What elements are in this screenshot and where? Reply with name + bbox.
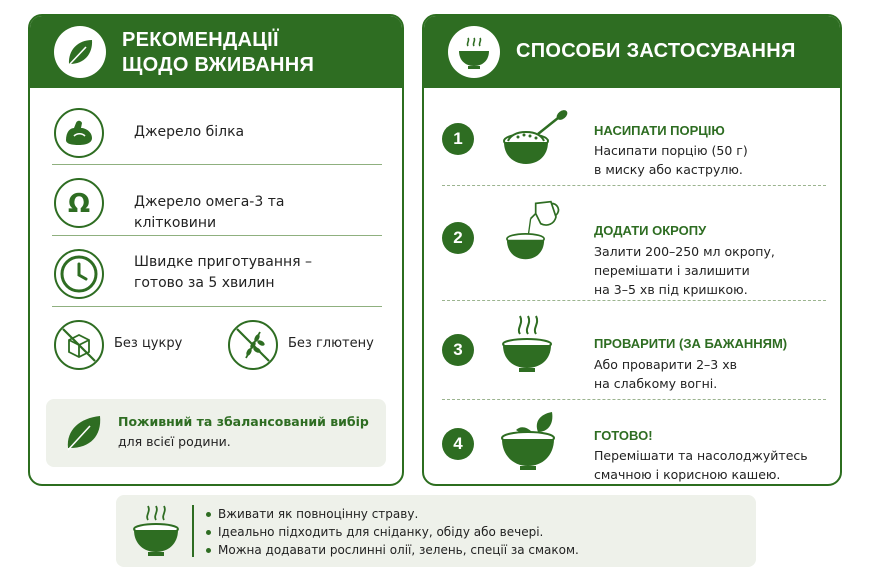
steaming-bowl-icon (128, 502, 184, 560)
free-from-sugar-label: Без цукру (114, 336, 183, 351)
usage-methods-card (422, 14, 842, 486)
methods-header-badge (448, 26, 500, 78)
dashed-separator (442, 185, 826, 186)
step-4-title: ГОТОВО! (594, 428, 653, 443)
tip-item: Вживати як повноцінну страву. (206, 505, 579, 523)
usage-title: РЕКОМЕНДАЦІЇ ЩОДО ВЖИВАННЯ (122, 29, 315, 76)
step-2-title: ДОДАТИ ОКРОПУ (594, 223, 707, 238)
step-4-line: Перемішати та насолоджуйтесь (594, 448, 808, 463)
muscle-icon (52, 106, 106, 160)
methods-title: СПОСОБИ ЗАСТОСУВАННЯ (516, 40, 796, 62)
clock-icon (52, 247, 106, 301)
svg-text:Ω: Ω (67, 189, 91, 219)
benefit-omega (30, 176, 382, 230)
steaming-bowl-icon (448, 26, 500, 78)
step-3-line: на слабкому вогні. (594, 376, 718, 391)
omega-icon (52, 176, 106, 230)
step-4 (424, 408, 840, 484)
dashed-separator (442, 300, 826, 301)
bowl-with-leaves-icon (494, 408, 574, 474)
step-1-line: в миску або каструлю. (594, 162, 743, 177)
benefit-fast-cooking (30, 247, 382, 301)
bowl-with-spoon-icon (494, 104, 574, 170)
steaming-bowl-icon (494, 312, 574, 378)
promo-panel (46, 399, 386, 467)
step-2 (424, 198, 840, 298)
free-from-sugar (52, 318, 212, 372)
step-2-line: Залити 200–250 мл окропу, (594, 244, 775, 259)
step-1-title: НАСИПАТИ ПОРЦІЮ (594, 123, 725, 138)
tip-item: Можна додавати рослинні олії, зелень, спеції за смаком. (206, 541, 579, 559)
usage-header (30, 16, 402, 88)
step-3-number: 3 (442, 334, 474, 366)
step-2-line: перемішати і залишити (594, 263, 750, 278)
usage-header-badge (54, 26, 106, 78)
step-2-line: на 3–5 хв під кришкою. (594, 282, 748, 297)
step-3 (424, 308, 840, 394)
benefit-protein (30, 106, 382, 160)
benefit-protein-text: Джерело білка (134, 124, 245, 140)
benefit-fast-line2: готово за 5 хвилин (134, 275, 275, 291)
separator (52, 164, 382, 165)
free-from-gluten-label: Без глютену (288, 336, 374, 351)
step-1-line: Насипати порцію (50 г) (594, 143, 748, 158)
tip-item: Ідеально підходить для сніданку, обіду або вечері. (206, 523, 579, 541)
no-sugar-icon (52, 318, 106, 372)
step-4-line: смачною і корисною кашею. (594, 467, 781, 482)
pouring-kettle-icon (494, 200, 574, 266)
step-1 (424, 104, 840, 188)
step-3-title: ПРОВАРИТИ (ЗА БАЖАННЯМ) (594, 336, 788, 351)
promo-subline: для всієї родини. (118, 434, 231, 449)
benefit-omega-text: Джерело омега-3 та клітковини (134, 194, 285, 231)
step-3-line: Або проварити 2–3 хв (594, 357, 737, 372)
tips-divider (192, 505, 194, 557)
leaf-icon (60, 410, 106, 456)
free-from-gluten (226, 318, 396, 372)
promo-headline: Поживний та збалансований вибір (118, 414, 369, 429)
benefit-fast-line1: Швидке приготування – (134, 254, 313, 270)
step-4-number: 4 (442, 428, 474, 460)
separator (52, 306, 382, 307)
step-1-number: 1 (442, 123, 474, 155)
separator (52, 235, 382, 236)
step-2-number: 2 (442, 222, 474, 254)
methods-header (424, 16, 840, 88)
tips-panel (116, 495, 756, 567)
tips-list (206, 505, 579, 559)
no-gluten-icon (226, 318, 280, 372)
leaf-icon (54, 26, 106, 78)
usage-recommendations-card (28, 14, 404, 486)
dashed-separator (442, 399, 826, 400)
